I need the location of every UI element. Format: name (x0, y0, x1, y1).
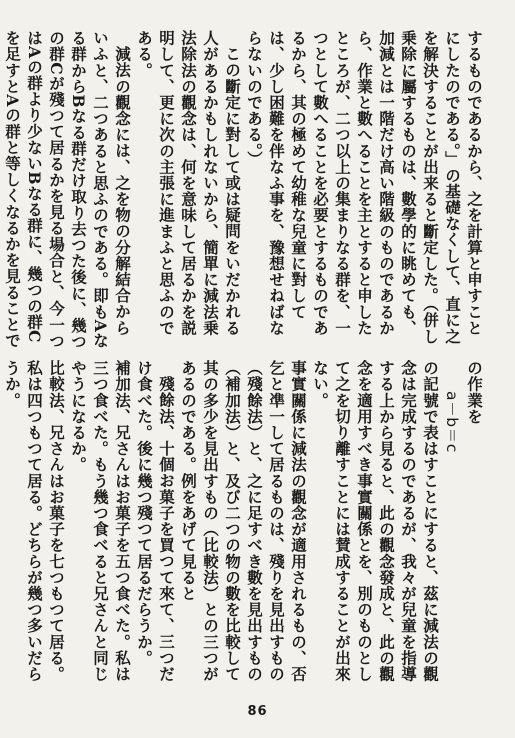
paragraph: 補加法、兄さんはお菓子を五つ食べた。私は三つ食べた。もう幾つ食べると兄さんと同じやうになるか。 (69, 360, 132, 682)
paragraph: 殘餘法、十個お菓子を買つて來て、三つだけ食べた。後に幾つ殘つて居るだらうか。 (135, 360, 176, 682)
paragraph: の記號で表はすことにすると、茲に減法の觀念は完成するのであるが、我々が兒童を指導する上から見ると、此の觀念發成と、此の觀念を適用すべき事實關係とを、別のものとして之を切り離すことには賛成することが出來ない。 (311, 360, 440, 682)
paragraph: するものであるから、之を計算と申すことにしたのである。」の基礎なくして、直に之を解決することが出来ると斷定した。（併し乗除に屬するものは、數學的に眺めても、加減とは一階だけ高い階級のものであるから、作業と數へることを主とすると申したところが、二つ以上の集まりなる群を、一つとして數へることを必要とするものであるから、其の極めて幼稚な兒童に對しては、少し困難を伴なふ事を、豫想せねばならないのである。） (245, 30, 484, 345)
upper-text-block (3, 30, 485, 350)
paragraph: の作業を (465, 360, 484, 425)
lower-text-block (3, 360, 485, 695)
paragraph: この斷定に對して或は疑問をいだかれる人があるかもしれないから、簡單に減法乗法除法の觀念は、何を意味して居るかを説明して、更に次の主張に進まふと思ふのである。 (135, 30, 242, 336)
paragraph: 事實關係に減法の觀念が適用されるもの、否乞と凖一して居るものは、殘りを見出すもの（殘餘法）と、之に足すべき數を見出すもの（補加法）と、及び二つの物の數を比較して其の多少を見出すもの（比較法）との三つがあるのである。例をあげて見ると (179, 360, 308, 682)
paragraph: 減法の觀念には、之を物の分解結合からいふと、二つあると思ふのである。即もAなる群からBなる群だけ取り去つた後に、幾つの群Cが殘つて居るかを見る場合と、今一つはAの群より少ないBなる群に、幾つの群Cを足すとAの群と等しくなるかを見ることで (3, 30, 132, 350)
paragraph: 比較法、兄さんはお菓子を七つもつて居る。私は四つもつて居る。どちらが幾つ多いだらうか。 (3, 360, 66, 682)
formula: a－b＝c (443, 391, 461, 453)
page-number: 86 (247, 704, 268, 719)
